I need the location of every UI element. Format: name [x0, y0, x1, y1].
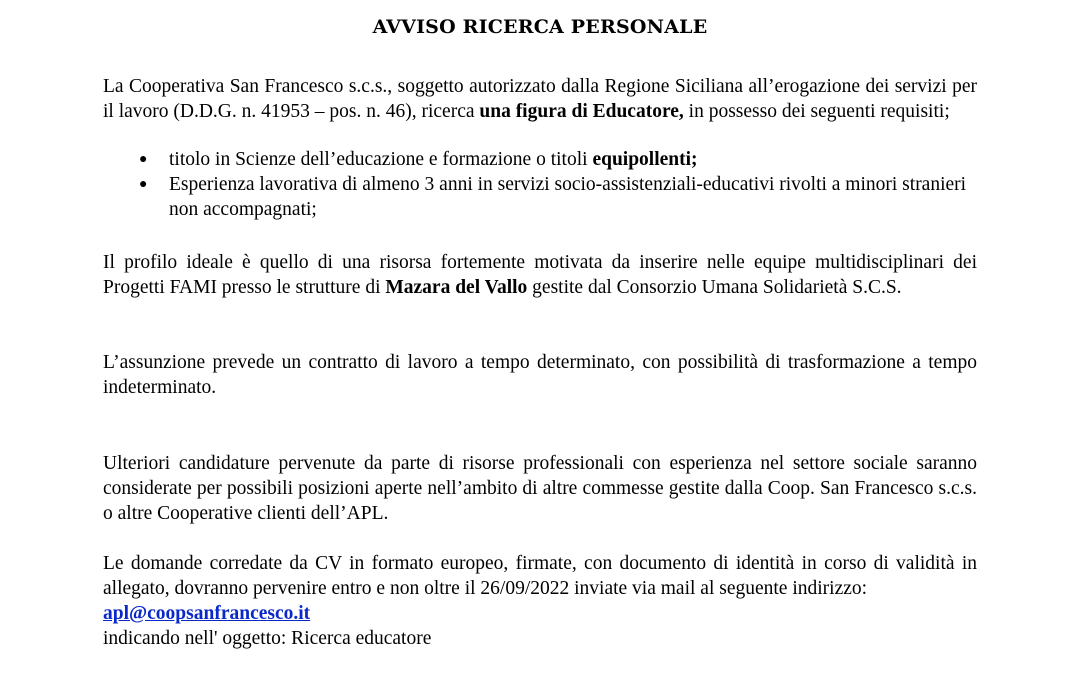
application-paragraph — [103, 551, 977, 651]
bullet-icon: ● — [139, 152, 148, 167]
requirements-list — [103, 147, 977, 222]
profile-bold-location: Mazara del Vallo — [385, 277, 528, 298]
further-text: Ulteriori candidature pervenute da parte di risorse professionali con esperienza nel settore sociale saranno considerate per possibili posizioni aperte nell’ambito di altre commesse gestite dalla Coop. San Francesco s.c.s. o altre Cooperative clienti dell’APL. — [103, 453, 977, 524]
list-item — [103, 172, 977, 222]
document-title: AVVISO RICERCA PERSONALE — [372, 16, 708, 38]
profile-text-2: gestite dal Consorzio Umana Solidarietà S.C.S. — [527, 277, 902, 298]
bullet-icon: ● — [139, 177, 148, 192]
profile-text-1: Il profilo ideale è quello di una risorsa fortemente motivata da inserire nelle equipe multidisciplinari dei Progetti FAMI presso le strutture di — [103, 252, 977, 298]
intro-bold-role: una figura di Educatore, — [479, 101, 684, 122]
intro-text-1: La Cooperativa San Francesco s.c.s., soggetto autorizzato dalla Regione Siciliana all’erogazione dei servizi per il lavoro (D.D.G. n. 41953 – pos. n. 46), ricerca — [103, 76, 977, 122]
intro-paragraph — [103, 74, 977, 124]
requirement-bold: equipollenti; — [592, 149, 698, 170]
contract-text: L’assunzione prevede un contratto di lavoro a tempo determinato, con possibilità di trasformazione a tempo indeterminato. — [103, 352, 977, 398]
requirement-text: titolo in Scienze dell’educazione e formazione o titoli — [169, 149, 593, 170]
subject-line: indicando nell' oggetto: Ricerca educatore — [103, 628, 432, 649]
profile-paragraph — [103, 250, 977, 300]
list-item — [103, 147, 977, 172]
requirement-text: Esperienza lavorativa di almeno 3 anni in servizi socio-assistenziali-educativi rivolti a minori stranieri non accompagnati; — [169, 174, 967, 220]
contract-paragraph — [103, 350, 977, 400]
email-link[interactable]: apl@coopsanfrancesco.it — [103, 603, 311, 624]
further-candidates-paragraph — [103, 451, 977, 526]
intro-text-2: in possesso dei seguenti requisiti; — [683, 101, 950, 122]
application-text: Le domande corredate da CV in formato europeo, firmate, con documento di identità in corso di validità in allegato, dovranno pervenire entro e non oltre il 26/09/2022 inviate via mail al seguente indirizzo: — [103, 553, 977, 599]
